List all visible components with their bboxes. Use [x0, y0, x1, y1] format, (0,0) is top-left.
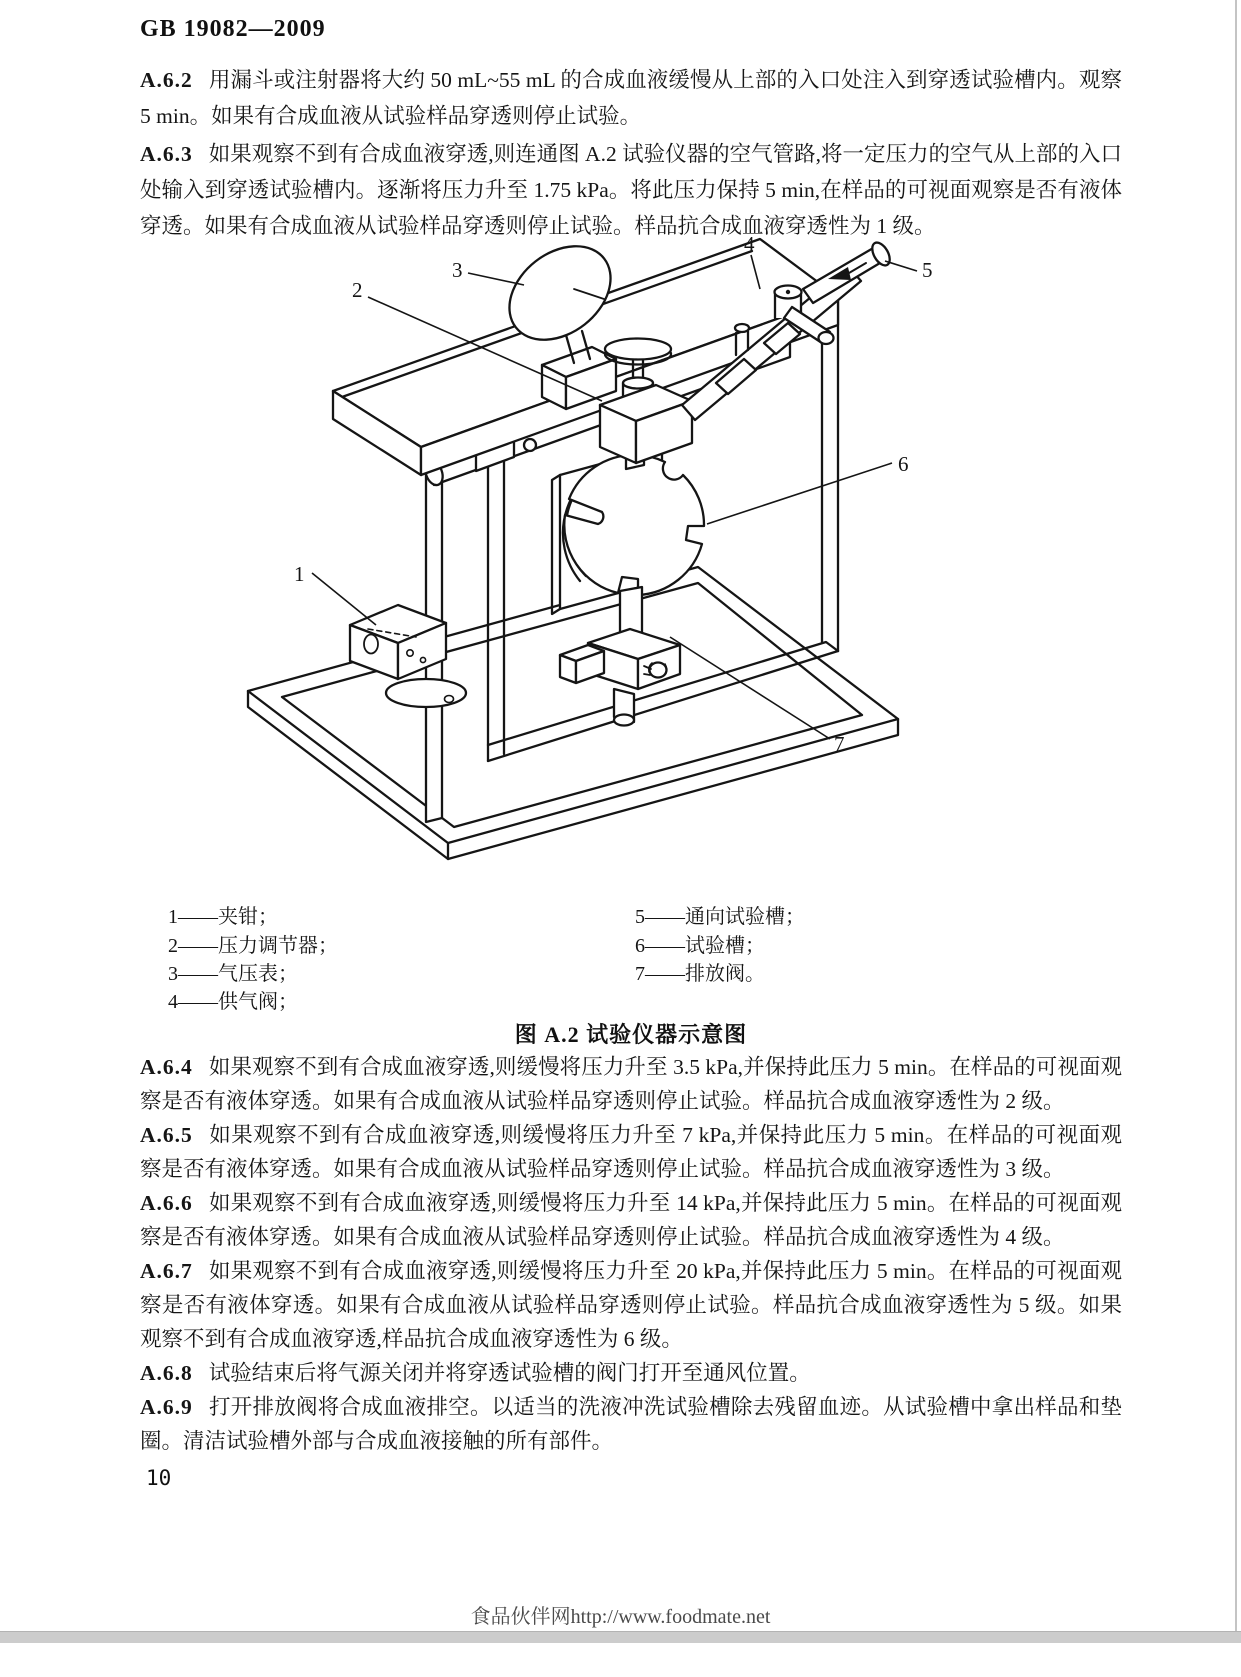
callout-5: 5: [922, 258, 933, 282]
legend-item-1: 1——夹钳；: [168, 906, 278, 928]
footer-bar: [0, 1631, 1241, 1643]
paragraph-a6-7: [140, 1254, 1122, 1356]
section-label: A.6.3: [140, 142, 193, 166]
page-number: 10: [146, 1466, 172, 1490]
section-text: 如果观察不到有合成血液穿透,则缓慢将压力升至 20 kPa,并保持此压力 5 min。在样品的可视面观察是否有液体穿透。如果有合成血液从试验样品穿透则停止试验。样品抗合成血液穿透性为 5 级。如果观察不到有合成血液穿透,样品抗合成血液穿透性为 6 级。: [140, 1259, 1122, 1351]
legend-item-6: 6——试验槽；: [635, 935, 765, 957]
figure-caption: 图 A.2 试验仪器示意图: [514, 1022, 748, 1047]
paragraph-a6-9: [140, 1390, 1122, 1458]
callout-7: 7: [834, 732, 845, 756]
paragraph-a6-3: [140, 136, 1122, 244]
clamp-flange: [386, 679, 466, 707]
leader-1: [312, 573, 376, 625]
section-text: 如果观察不到有合成血液穿透,则连通图 A.2 试验仪器的空气管路,将一定压力的空气从上部的入口处输入到穿透试验槽内。逐渐将压力升至 1.75 kPa。将此压力保持 5 min,在样品的可视面观察是否有液体穿透。如果有合成血液从试验样品穿透则停止试验。样品抗合成血液穿透性为 1 级。: [140, 142, 1122, 238]
paragraph-a6-6: [140, 1186, 1122, 1254]
test-cell-disc: [564, 455, 704, 595]
section-label: A.6.7: [140, 1259, 193, 1283]
section-label: A.6.2: [140, 68, 193, 92]
section-text: 试验结束后将气源关闭并将穿透试验槽的阀门打开至通风位置。: [208, 1361, 811, 1385]
callout-3: 3: [452, 258, 463, 282]
leader-5: [885, 261, 917, 271]
section-label: A.6.9: [140, 1395, 193, 1419]
legend-item-2: 2——压力调节器；: [168, 935, 338, 957]
paragraph-a6-5: [140, 1118, 1122, 1186]
section-label: A.6.5: [140, 1123, 193, 1147]
callout-1: 1: [294, 562, 305, 586]
section-text: 如果观察不到有合成血液穿透,则缓慢将压力升至 7 kPa,并保持此压力 5 min。在样品的可视面观察是否有液体穿透。如果有合成血液从试验样品穿透则停止试验。样品抗合成血液穿透性为 3 级。: [140, 1123, 1122, 1181]
figure-apparatus-diagram: [230, 233, 950, 861]
section-label: A.6.6: [140, 1191, 193, 1215]
callout-2: 2: [352, 278, 363, 302]
legend-item-7: 7——排放阀。: [635, 963, 765, 985]
legend-item-4: 4——供气阀；: [168, 991, 298, 1013]
section-text: 用漏斗或注射器将大约 50 mL~55 mL 的合成血液缓慢从上部的入口处注入到穿透试验槽内。观察 5 min。如果有合成血液从试验样品穿透则停止试验。: [140, 68, 1122, 128]
section-label: A.6.8: [140, 1361, 193, 1385]
section-text: 如果观察不到有合成血液穿透,则缓慢将压力升至 3.5 kPa,并保持此压力 5 min。在样品的可视面观察是否有液体穿透。如果有合成血液从试验样品穿透则停止试验。样品抗合成血液穿透性为 2 级。: [140, 1055, 1122, 1113]
section-text: 打开排放阀将合成血液排空。以适当的洗液冲洗试验槽除去残留血迹。从试验槽中拿出样品和垫圈。清洁试验槽外部与合成血液接触的所有部件。: [140, 1395, 1122, 1453]
section-text: 如果观察不到有合成血液穿透,则缓慢将压力升至 14 kPa,并保持此压力 5 min。在样品的可视面观察是否有液体穿透。如果有合成血液从试验样品穿透则停止试验。样品抗合成血液穿透性为 4 级。: [140, 1191, 1122, 1249]
legend-item-3: 3——气压表；: [168, 963, 298, 985]
page-edge-line: [1235, 0, 1237, 1631]
callout-4: 4: [744, 233, 755, 256]
regulator-knob: [605, 339, 671, 360]
base-frame: [248, 567, 898, 843]
section-label: A.6.4: [140, 1055, 193, 1079]
paragraph-a6-2: [140, 62, 1122, 134]
paragraph-a6-8: [140, 1356, 1122, 1390]
paragraph-a6-4: [140, 1050, 1122, 1118]
callout-6: 6: [898, 452, 909, 476]
leader-6: [707, 463, 892, 524]
standard-number-header: GB 19082—2009: [140, 16, 326, 42]
watermark-footer: 食品伙伴网http://www.foodmate.net: [470, 1606, 771, 1628]
leader-3: [468, 273, 524, 285]
legend-item-5: 5——通向试验槽；: [635, 906, 805, 928]
